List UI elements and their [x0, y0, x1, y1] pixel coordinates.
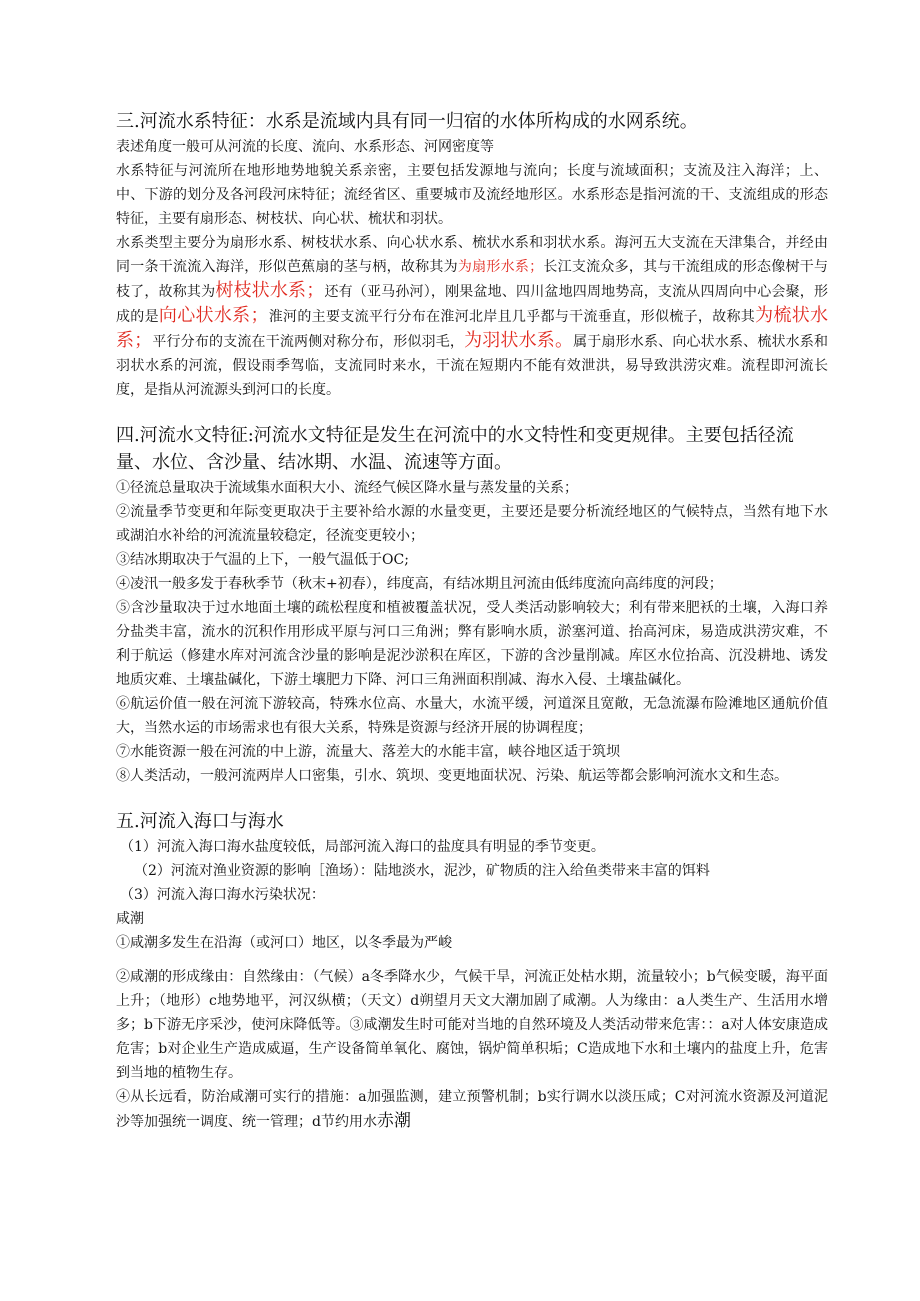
section5-line-3: （3）河流入海口海水污染状况： — [120, 887, 325, 903]
highlight-pinnate-system: 为羽状水系。 — [464, 330, 574, 351]
list-item: ②流量季节变更和年际变更取决于主要补给水源的水量变更，主要还是要分析流经地区的气候特点，当然有地下水或湖泊水补给的河流流量较稳定，径流变更较小； — [116, 504, 828, 544]
text-run: 水系类型主要分为扇形水系、树枝状水系、向心状水系、梳状水系和羽状水系。海河五大支流在天津集合，并经由同一条干流流入海洋，形似芭蕉扇的茎与柄，故称其为 — [116, 235, 828, 275]
text-run-large: 赤潮 — [376, 1111, 411, 1131]
highlight-fan-system: 为扇形水系； — [457, 259, 544, 275]
section5-line-5: ①咸潮多发生在沿海（或河口）地区，以冬季最为严峻 — [116, 935, 452, 951]
list-item: ③结冰期取决于气温的上下，一般气温低于OC; — [116, 552, 409, 568]
document-body — [116, 108, 828, 1134]
text-run: 平行分布的支流在干流两侧对称分布，形似羽毛， — [152, 334, 465, 350]
list-item: ⑦水能资源一般在河流的中上游，流量大、落差大的水能丰富，峡谷地区适于筑坝 — [116, 744, 620, 760]
list-item: ⑧人类活动，一般河流两岸人口密集，引水、筑坝、变更地面状况、污染、航运等都会影响河流水文和生态。 — [116, 768, 788, 784]
text-run: ④从长远看，防治咸潮可实行的措施：a加强监测，建立预警机制；b实行调水以淡压咸；C对河流水资源及河道泥沙等加强统一调度、统一管理；d节约用水 — [116, 1089, 828, 1130]
section3-heading: 三.河流水系特征：水系是流域内具有同一归宿的水体所构成的水网系统。 — [116, 111, 698, 132]
text-run: 长江支流众多，其与干流组成的形态像树干与枝了，故称其为 — [116, 259, 829, 300]
section5-line-2: （2）河流对渔业资源的影响［渔场）：陆地淡水，泥沙，矿物质的注入给鱼类带来丰富的饵料 — [134, 863, 710, 879]
spacer — [116, 402, 828, 422]
spacer — [116, 955, 828, 965]
section3-paragraph-2: 水系特征与河流所在地形地势地貌关系亲密，主要包括发源地与流向；长度与流域面积；支流及注入海洋；上、中、下游的划分及各河段河床特征；流经省区、重要城市及流经地形区。水系形态是指河流的干、支流组成的形态特征，主要有扇形态、树枝状、向心状、梳状和羽状。 — [116, 163, 828, 227]
section5-heading: 五.河流入海口与海水 — [116, 811, 284, 832]
list-item: ①径流总量取决于流域集水面积大小、流经气候区降水量与蒸发量的关系； — [116, 480, 578, 496]
section4-heading: 四.河流水文特征:河流水文特征是发生在河流中的水文特性和变更规律。主要包括径流量、水位、含沙量、结冰期、水温、流速等方面。 — [116, 425, 794, 473]
spacer — [116, 788, 828, 808]
section5-line-7 — [116, 1085, 828, 1134]
list-item: ⑤含沙量取决于过水地面土壤的疏松程度和植被覆盖状况，受人类活动影响较大；利有带来肥袄的土壤，入海口养分盐类丰富，流水的沉积作用形成平原与河口三角洲；弊有影响水质，淤塞河道、抬高河床，易造成洪涝灾难，不利于航运（修建水库对河流含沙量的影响是泥沙淤积在库区，下游的含沙量削减。库区水位抬高、沉没耕地、诱发地质灾难、土壤盐碱化，下游土壤肥力下降、河口三角洲面积削减、海水入侵、土壤盐碱化。 — [116, 600, 828, 688]
section5-line-4: 咸潮 — [116, 911, 144, 927]
text-run: 还有（亚马孙河），刚果盆地、四川盆地四周地势高，支流从四周向中心会聚，形成的是 — [116, 284, 828, 325]
highlight-dendritic-system: 树枝状水系； — [215, 280, 325, 301]
section3-paragraph-3 — [116, 231, 828, 402]
section5-line-6: ②咸潮的形成缘由：自然缘由：（气候）a冬季降水少，气候干旱，河流正处枯水期，流量较小；b气候变暖，海平面上升；（地形）c地势地平，河汉纵横；（天文）d朔望月天文大潮加剧了咸潮。人为缘由：a人类生产、生活用水增多；b下游无序采沙，使河床降低等。③咸潮发生时可能对当地的自然环境及人类活动带来危害：：a对人体安康造成危害；b对企业生产造成威逼，生产设备简单氧化、腐蚀，锅炉简单积垢；C造成地下水和土壤内的盐度上升，危害到当地的植物生存。 — [116, 969, 828, 1081]
section3-paragraph-1: 表述角度一般可从河流的长度、流向、水系形态、河网密度等 — [116, 139, 494, 155]
list-item: ④凌汛一般多发于春秋季节（秋末+初春），纬度高，有结冰期且河流由低纬度流向高纬度的河段； — [116, 576, 723, 592]
list-item: ⑥航运价值一般在河流下游较高，特殊水位高、水量大，水流平缓，河道深且宽敞，无急流瀑布险滩地区通航价值大，当然水运的市场需求也有很大关系，特殊是资源与经济开展的协调程度； — [116, 696, 828, 736]
section5-line-1: （1）河流入海口海水盐度较低，局部河流入海口的盐度具有明显的季节变更。 — [120, 839, 605, 855]
text-run: 属于扇形水系、向心状水系、梳状水系和羽状水系的河流，假设雨季驾临，支流同时来水，干流在短期内不能有效泄洪，易导致洪涝灾难。流程即河流长度，是指从河流源头到河口的长度。 — [116, 334, 829, 398]
text-run: 淮河的主要支流平行分布在淮河北岸且几乎都与干流垂直，形似梳子，故称其 — [268, 309, 756, 325]
highlight-centripetal-system: 向心状水系； — [158, 305, 269, 326]
highlight-comb-system: 为梳状水系； — [116, 305, 829, 351]
